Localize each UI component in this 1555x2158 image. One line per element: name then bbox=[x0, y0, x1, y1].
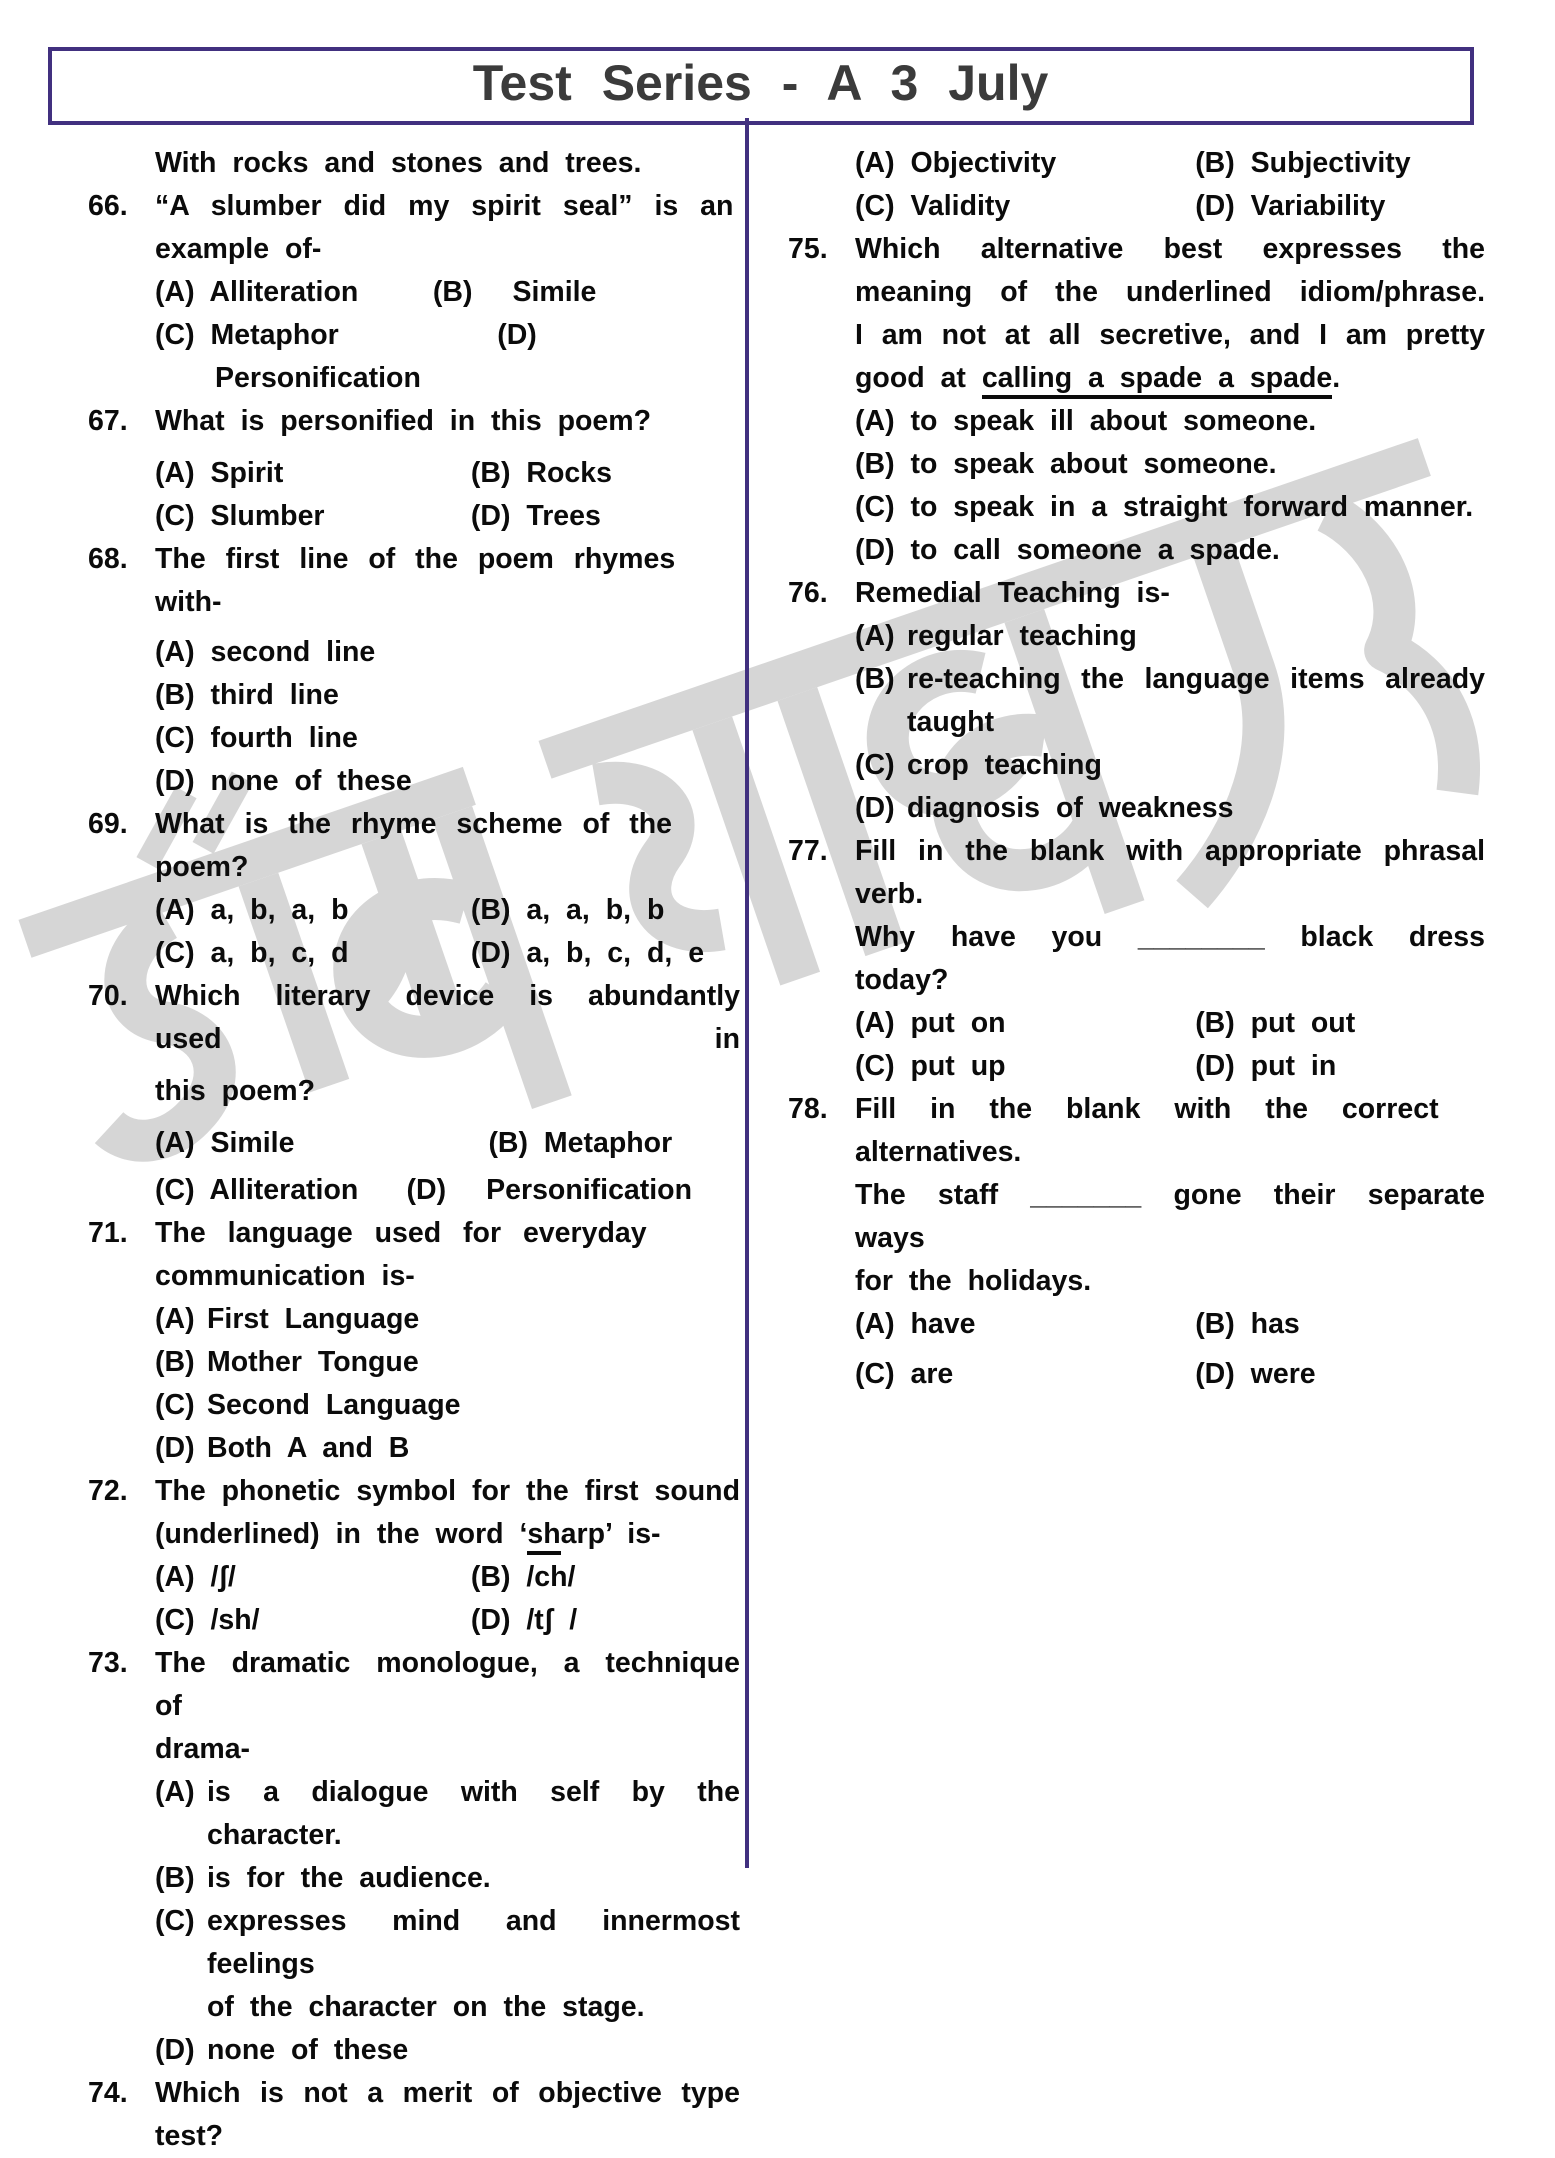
question-stem-line bbox=[155, 185, 740, 228]
option-text-line bbox=[907, 615, 1485, 658]
option: (D) none of these bbox=[155, 765, 412, 797]
text-segment: The phonetic symbol for the first sound bbox=[155, 1475, 740, 1507]
option-text-line bbox=[207, 1384, 740, 1427]
option-label: (C) bbox=[855, 749, 895, 781]
options-row bbox=[155, 314, 740, 357]
question-number: 78. bbox=[788, 1093, 828, 1125]
option-text bbox=[207, 1384, 740, 1427]
text-segment: . bbox=[1332, 362, 1341, 394]
question-body bbox=[855, 1088, 1485, 1396]
question-number: 74. bbox=[88, 2077, 128, 2109]
question-number: 70. bbox=[88, 980, 128, 1012]
option bbox=[155, 1857, 740, 1900]
question-stem-line bbox=[155, 538, 740, 624]
option: (C) to speak in a straight forward manner. bbox=[855, 491, 1474, 523]
options-row bbox=[155, 452, 740, 495]
option-label: (A) bbox=[855, 620, 895, 652]
options-row bbox=[155, 1122, 740, 1165]
question-body bbox=[155, 1212, 740, 1470]
text-segment: The dramatic monologue, a technique of bbox=[155, 1647, 740, 1722]
text-segment: Which is not a merit of objective type test? bbox=[155, 2077, 740, 2152]
option bbox=[155, 1427, 740, 1470]
option: (D) Trees bbox=[470, 500, 601, 532]
option: (B) Metaphor bbox=[488, 1127, 673, 1159]
question-stem-line bbox=[855, 1260, 1485, 1303]
text-segment: With rocks and stones and trees. bbox=[155, 147, 642, 179]
option-label: (B) bbox=[432, 276, 473, 308]
option: (B) a, a, b, b bbox=[470, 894, 665, 926]
option bbox=[433, 271, 597, 314]
options-row bbox=[155, 760, 740, 803]
option-label: (A) bbox=[155, 1303, 195, 1335]
option-text bbox=[907, 744, 1485, 787]
options-row bbox=[855, 142, 1485, 185]
option-label: (D) bbox=[855, 792, 895, 824]
options-row bbox=[155, 1384, 740, 1427]
option-label: (B) bbox=[855, 663, 895, 695]
option: (C) Slumber bbox=[155, 500, 325, 532]
question-67 bbox=[88, 400, 740, 538]
question-77 bbox=[788, 830, 1485, 1088]
question-78 bbox=[788, 1088, 1485, 1396]
text-segment: What is the rhyme scheme of the poem? bbox=[155, 808, 673, 883]
option: (B) Subjectivity bbox=[1195, 147, 1411, 179]
text-segment: taught bbox=[907, 706, 995, 738]
option-text bbox=[907, 658, 1485, 744]
question-71 bbox=[88, 1212, 740, 1470]
option: (B) Rocks bbox=[470, 457, 612, 489]
text-segment: verb. bbox=[855, 878, 924, 910]
question-body bbox=[855, 830, 1485, 1088]
question-body bbox=[155, 975, 740, 1212]
poem-line bbox=[155, 142, 740, 185]
option-text: Simile bbox=[512, 276, 597, 308]
text-segment: is a dialogue with self by the character. bbox=[207, 1776, 740, 1851]
question-number: 68. bbox=[88, 543, 128, 575]
option bbox=[155, 1341, 740, 1384]
option-text bbox=[207, 1771, 740, 1857]
option-label: (D) bbox=[155, 1432, 195, 1464]
question-stem-line bbox=[855, 572, 1485, 615]
text-segment: I am not at all secretive, and I am pretty bbox=[855, 319, 1485, 351]
option: (D) bbox=[497, 319, 537, 351]
option: (D) to call someone a spade. bbox=[855, 534, 1280, 566]
text-segment: crop teaching bbox=[907, 749, 1102, 781]
option-text-line bbox=[207, 2029, 740, 2072]
options-row bbox=[155, 357, 740, 400]
question-number: 72. bbox=[88, 1475, 128, 1507]
options-row bbox=[155, 271, 740, 314]
options-row bbox=[855, 615, 1485, 658]
option-text-line bbox=[207, 1986, 740, 2029]
options-row bbox=[155, 1857, 740, 1900]
text-segment: Fill in the blank with appropriate phrasal bbox=[855, 835, 1485, 867]
options-row bbox=[855, 400, 1485, 443]
question-stem-line bbox=[855, 830, 1485, 873]
question-number: 73. bbox=[88, 1647, 128, 1679]
options-row bbox=[155, 495, 740, 538]
options-row bbox=[855, 1353, 1485, 1396]
option bbox=[155, 1384, 740, 1427]
option: Personification bbox=[215, 362, 421, 394]
question-number: 67. bbox=[88, 405, 128, 437]
text-segment: example of- bbox=[155, 233, 322, 265]
text-segment: Why have you ________ black dress today? bbox=[855, 921, 1485, 996]
option: (A) a, b, a, b bbox=[155, 894, 349, 926]
option-text bbox=[207, 1857, 740, 1900]
option-text bbox=[907, 787, 1485, 830]
option: (D) a, b, c, d, e bbox=[470, 937, 705, 969]
text-segment: drama- bbox=[155, 1733, 251, 1765]
option-label: (C) bbox=[155, 1389, 195, 1421]
option: (B) has bbox=[1195, 1308, 1300, 1340]
options-row bbox=[855, 744, 1485, 787]
question-stem-line bbox=[855, 873, 1485, 916]
question-number: 76. bbox=[788, 577, 828, 609]
option: (C) /sh/ bbox=[155, 1604, 260, 1636]
text-segment: Which literary device is abundantly used in bbox=[155, 980, 740, 1055]
question-74 bbox=[88, 2072, 740, 2158]
option-text bbox=[207, 2029, 740, 2072]
options-row bbox=[155, 1341, 740, 1384]
text-segment: (underlined) in the word ‘ bbox=[155, 1518, 528, 1550]
question-stem-line bbox=[155, 1642, 740, 1728]
question-66 bbox=[88, 185, 740, 400]
option: (C) are bbox=[855, 1358, 954, 1390]
text-segment: The language used for everyday bbox=[155, 1217, 647, 1249]
options-row bbox=[855, 443, 1485, 486]
option: (B) put out bbox=[1195, 1007, 1356, 1039]
option-label: (B) bbox=[155, 1862, 195, 1894]
option: (B) /ch/ bbox=[470, 1561, 576, 1593]
option-text-line bbox=[207, 1427, 740, 1470]
text-segment: The staff _______ gone their separate ways bbox=[855, 1179, 1485, 1254]
question-69 bbox=[88, 803, 740, 975]
option-text bbox=[207, 1427, 740, 1470]
option-text-line bbox=[907, 701, 1485, 744]
option-label: (D) bbox=[406, 1174, 447, 1206]
option bbox=[155, 1900, 740, 2029]
option: (A) /ʃ/ bbox=[155, 1561, 236, 1593]
question-stem-line bbox=[155, 228, 740, 271]
options-row bbox=[155, 1771, 740, 1857]
option-label: (A) bbox=[155, 1776, 195, 1808]
option-text bbox=[907, 615, 1485, 658]
option: (B) third line bbox=[155, 679, 339, 711]
question-73 bbox=[88, 1642, 740, 2072]
options-row bbox=[855, 486, 1485, 529]
question-stem-line bbox=[855, 228, 1485, 271]
option-label: (D) bbox=[155, 2034, 195, 2066]
options-row bbox=[855, 1045, 1485, 1088]
option bbox=[155, 2029, 740, 2072]
question-75 bbox=[788, 228, 1485, 572]
column-divider bbox=[745, 118, 749, 1868]
question-number: 66. bbox=[88, 190, 128, 222]
options-row bbox=[155, 674, 740, 717]
question-body bbox=[855, 572, 1485, 830]
options-row bbox=[855, 1002, 1485, 1045]
question-stem-line bbox=[855, 1131, 1485, 1174]
question-body bbox=[155, 803, 740, 975]
question-body bbox=[155, 185, 740, 400]
question-number: 77. bbox=[788, 835, 828, 867]
option: (A) have bbox=[855, 1308, 976, 1340]
text-segment: meaning of the underlined idiom/phrase. bbox=[855, 276, 1485, 308]
text-segment: none of these bbox=[207, 2034, 409, 2066]
option: (C) put up bbox=[855, 1050, 1006, 1082]
text-segment: for the holidays. bbox=[855, 1265, 1092, 1297]
options-row bbox=[155, 2029, 740, 2072]
text-segment: alternatives. bbox=[855, 1136, 1022, 1168]
question-number: 71. bbox=[88, 1217, 128, 1249]
options-row bbox=[155, 1298, 740, 1341]
option-text-line bbox=[907, 658, 1485, 701]
text-segment: communication is- bbox=[155, 1260, 415, 1292]
option-text-line bbox=[907, 787, 1485, 830]
option-text-line bbox=[207, 1900, 740, 1986]
option: (A) Objectivity bbox=[855, 147, 1057, 179]
option bbox=[155, 1298, 740, 1341]
text-segment: this poem? bbox=[155, 1075, 316, 1107]
column-right bbox=[788, 118, 1485, 1396]
options-row bbox=[855, 658, 1485, 744]
option: (A) put on bbox=[855, 1007, 1006, 1039]
option bbox=[407, 1169, 692, 1212]
text-segment: First Language bbox=[207, 1303, 420, 1335]
underlined-text: sh bbox=[527, 1518, 560, 1555]
option-text-line bbox=[907, 744, 1485, 787]
question-stem-line bbox=[855, 916, 1485, 1002]
question-stem-line bbox=[155, 1255, 740, 1298]
question-body bbox=[155, 538, 740, 803]
options-row bbox=[155, 932, 740, 975]
options-row bbox=[155, 889, 740, 932]
option-text bbox=[207, 1298, 740, 1341]
underlined-text: calling a spade a spade bbox=[982, 362, 1332, 399]
options-row bbox=[855, 529, 1485, 572]
question-68 bbox=[88, 538, 740, 803]
question-stem-line bbox=[155, 1470, 740, 1513]
text-segment: What is personified in this poem? bbox=[155, 405, 652, 437]
question-stem-line bbox=[155, 2072, 740, 2158]
option bbox=[855, 744, 1485, 787]
options-row bbox=[155, 631, 740, 674]
text-segment: Mother Tongue bbox=[207, 1346, 419, 1378]
question-stem-line bbox=[155, 1513, 740, 1556]
option bbox=[155, 1771, 740, 1857]
options-row bbox=[155, 1427, 740, 1470]
question-number: 75. bbox=[788, 233, 828, 265]
option: (D) /tʃ / bbox=[470, 1604, 578, 1636]
question-body bbox=[855, 142, 1485, 228]
option: (B) to speak about someone. bbox=[855, 448, 1277, 480]
column-left bbox=[88, 118, 740, 2158]
options-row bbox=[855, 787, 1485, 830]
text-segment: re-teaching the language items already bbox=[907, 663, 1485, 695]
question-body bbox=[855, 228, 1485, 572]
option: (D) Variability bbox=[1195, 190, 1386, 222]
option: (D) were bbox=[1195, 1358, 1316, 1390]
text-segment: Both A and B bbox=[207, 1432, 410, 1464]
option: (D) put in bbox=[1195, 1050, 1337, 1082]
text-segment: good at bbox=[855, 362, 982, 394]
question-options-continued bbox=[788, 142, 1485, 228]
text-segment: regular teaching bbox=[907, 620, 1137, 652]
option bbox=[855, 787, 1485, 830]
text-segment: arp’ is- bbox=[560, 1518, 661, 1550]
text-segment: is for the audience. bbox=[207, 1862, 491, 1894]
question-stem-line bbox=[855, 1088, 1485, 1131]
options-row bbox=[155, 1556, 740, 1599]
text-segment: of the character on the stage. bbox=[207, 1991, 645, 2023]
option-label: (C) bbox=[155, 1905, 195, 1937]
question-70 bbox=[88, 975, 740, 1212]
question-stem-line bbox=[155, 1070, 740, 1113]
question-stem-line bbox=[855, 314, 1485, 357]
option: (A) second line bbox=[155, 636, 376, 668]
text-segment: “A slumber did my spirit seal” is an bbox=[155, 190, 734, 222]
option: (C) Validity bbox=[855, 190, 1011, 222]
options-row bbox=[155, 1900, 740, 2029]
option-text-line bbox=[207, 1298, 740, 1341]
question-stem-line bbox=[155, 803, 740, 889]
question-stem-line bbox=[855, 1174, 1485, 1260]
text-segment: Which alternative best expresses the bbox=[855, 233, 1485, 265]
question-stem-line bbox=[855, 271, 1485, 314]
question-body bbox=[155, 400, 740, 538]
text-segment: expresses mind and innermost feelings bbox=[207, 1905, 740, 1980]
text-segment: Second Language bbox=[207, 1389, 461, 1421]
option-text-line bbox=[207, 1771, 740, 1857]
option: (A) to speak ill about someone. bbox=[855, 405, 1317, 437]
option bbox=[855, 658, 1485, 744]
option-text bbox=[207, 1341, 740, 1384]
options-row bbox=[155, 1169, 740, 1212]
question-stem-line bbox=[155, 975, 740, 1061]
option: (A) Spirit bbox=[155, 457, 284, 489]
option: (C) Metaphor bbox=[155, 319, 339, 351]
option-text: Personification bbox=[486, 1174, 692, 1206]
option: (A) Simile bbox=[155, 1127, 295, 1159]
page-title: Test Series - A 3 July bbox=[472, 55, 1049, 111]
text-segment: diagnosis of weakness bbox=[907, 792, 1234, 824]
question-stem-line bbox=[155, 1728, 740, 1771]
options-row bbox=[855, 185, 1485, 228]
question-body bbox=[155, 1470, 740, 1642]
text-segment: Remedial Teaching is- bbox=[855, 577, 1170, 609]
option-label: (B) bbox=[155, 1346, 195, 1378]
option-text-line bbox=[207, 1341, 740, 1384]
option: (C) fourth line bbox=[155, 722, 358, 754]
question-76 bbox=[788, 572, 1485, 830]
options-row bbox=[155, 1599, 740, 1642]
option: (C) Alliteration bbox=[155, 1174, 359, 1206]
question-stem-line bbox=[155, 400, 740, 443]
option bbox=[855, 615, 1485, 658]
option: (A) Alliteration bbox=[155, 276, 359, 308]
options-row bbox=[155, 717, 740, 760]
question-number: 69. bbox=[88, 808, 128, 840]
option-text bbox=[207, 1900, 740, 2029]
question-72 bbox=[88, 1470, 740, 1642]
text-segment: The first line of the poem rhymes with- bbox=[155, 543, 676, 618]
options-row bbox=[855, 1303, 1485, 1346]
question-stem-line bbox=[855, 357, 1485, 400]
question-stem-line bbox=[155, 1212, 740, 1255]
option-text-line bbox=[207, 1857, 740, 1900]
question-body bbox=[155, 1642, 740, 2072]
option: (C) a, b, c, d bbox=[155, 937, 349, 969]
question-body bbox=[155, 2072, 740, 2158]
text-segment: Fill in the blank with the correct bbox=[855, 1093, 1439, 1125]
